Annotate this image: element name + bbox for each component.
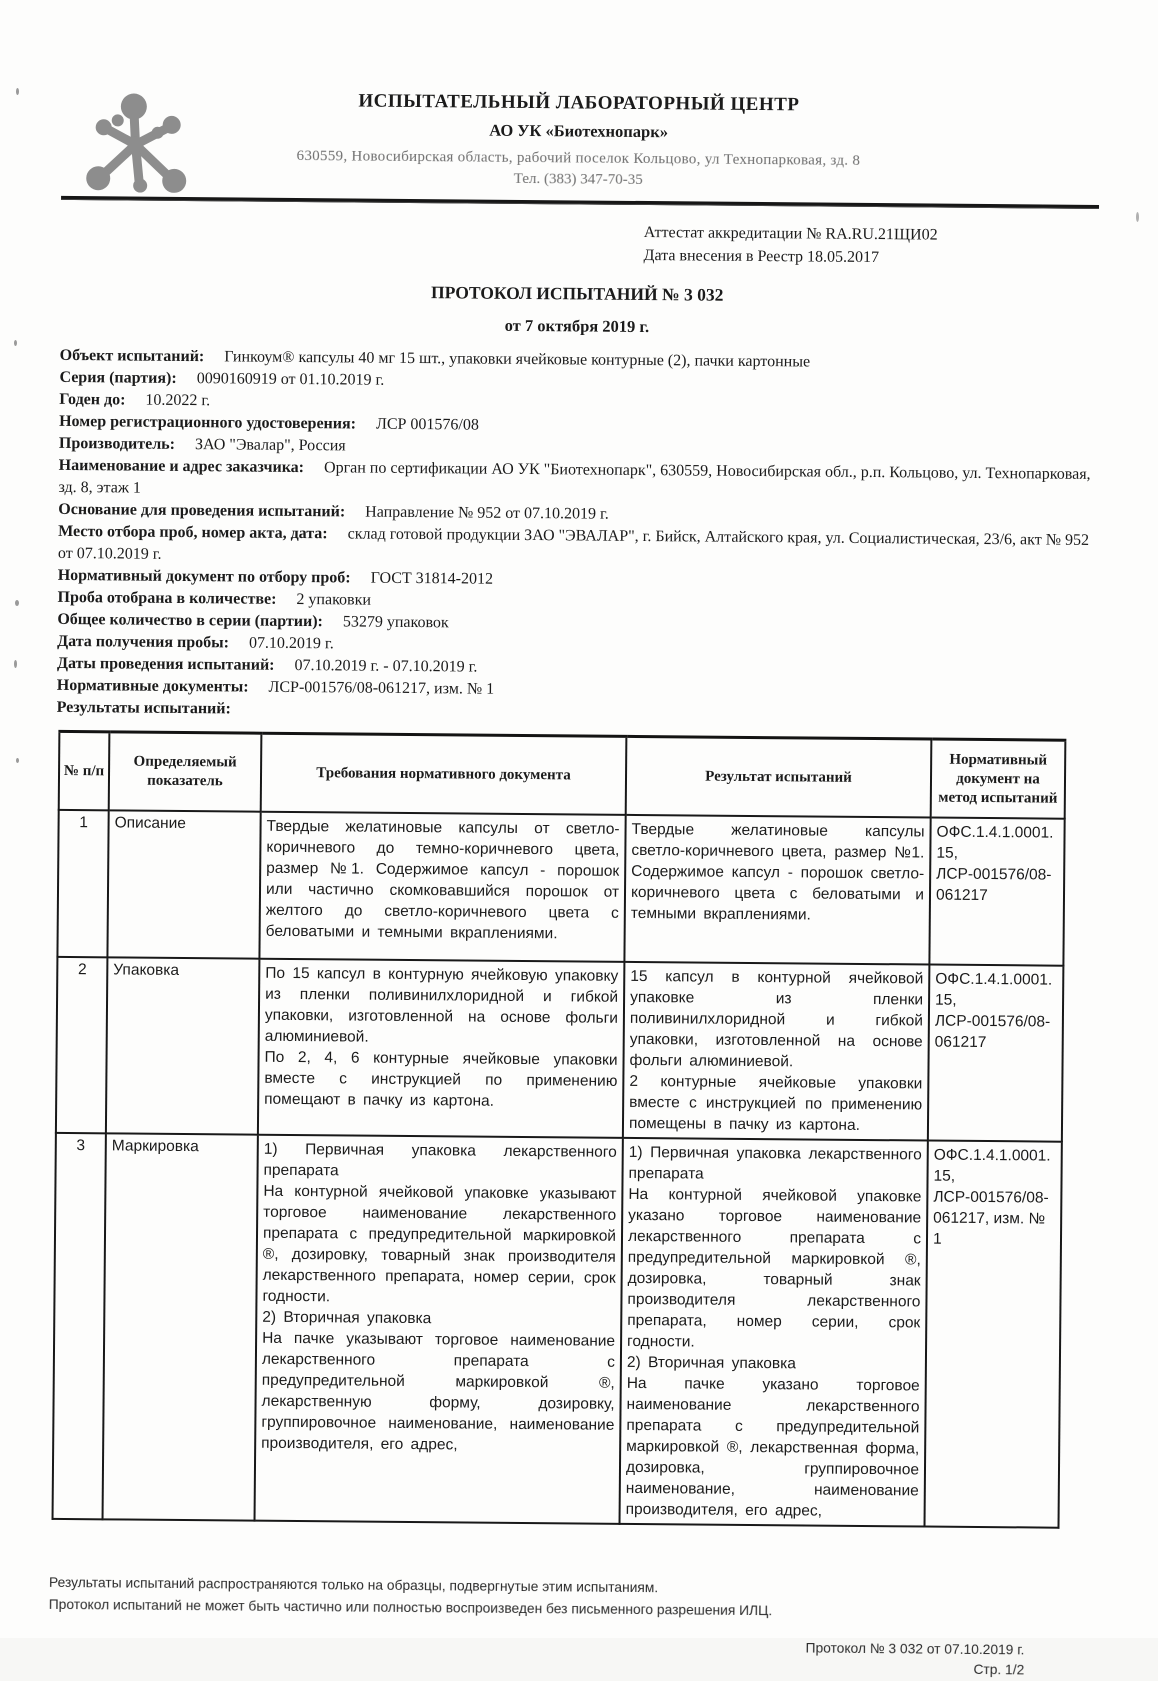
accreditation-block bbox=[643, 221, 1156, 271]
row-result: 15 капсул в контурной ячейковой упаковке из пленки поливинилхлоридной и гибкой упаковки, изготовленной на основе фольги алюминиевой. 2 контурные ячейковые упаковки вместе с инструкцией по применению помещены в пачку из картона. bbox=[623, 962, 930, 1141]
field-value: ЛСР 001576/08 bbox=[375, 415, 479, 434]
org-address: 630559, Новосибирская область, рабочий поселок Кольцово, ул Технопарковая, зд. 8 bbox=[296, 147, 861, 169]
field-value: 10.2022 г. bbox=[145, 391, 211, 410]
field-value: 07.10.2019 г. bbox=[248, 634, 334, 653]
results-heading: Результаты испытаний: bbox=[56, 698, 231, 718]
field-value: Направление № 952 от 07.10.2019 г. bbox=[365, 503, 609, 523]
field-label: Дата получения пробы: bbox=[57, 632, 230, 652]
footer-note-2: Протокол испытаний не может быть частично или полностью воспроизведен без письменного разрешения ИЛЦ. bbox=[48, 1596, 773, 1619]
col-header-indicator: Определяемый показатель bbox=[109, 732, 262, 812]
col-header-result: Результат испытаний bbox=[626, 736, 932, 817]
field-value: склад готовой продукции ЗАО "ЭВАЛАР", г. Бийск, Алтайского края, ул. Социалистическая, 23/6, акт № 952 от 07.10.2019 г. bbox=[57, 525, 1090, 563]
field-label: Годен до: bbox=[59, 390, 126, 409]
field-value: ЛСР-001576/08-061217, изм. № 1 bbox=[268, 678, 495, 698]
accreditation-number: Аттестат аккредитации № RA.RU.21ЩИ02 bbox=[643, 224, 938, 244]
row-result: 1) Первичная упаковка лекарственного препарата На контурной ячейковой упаковке указано торговое наименование лекарственного препарата с предупредительной маркировкой ®, дозировка, товарный знак производителя лекарственного препарата, номер серии, срок годности. 2) Вторичная упаковка На пачке указано торговое наименование лекарственного препарата с предупредительной маркировкой ®, лекарственная форма, дозировка, группировочное наименование, наименование производителя, его адрес, bbox=[620, 1138, 928, 1527]
footer-reference bbox=[0, 1631, 1025, 1680]
row-requirement: По 15 капсул в контурную ячейковую упаковку из пленки поливинилхлоридной и гибкой упаковки, изготовленной на основе фольги алюминиевой. По 2, 4, 6 контурные ячейковые упаковки вместе с инструкцией по применению помещают в пачку из картона. bbox=[258, 959, 625, 1138]
registry-date: Дата внесения в Реестр 18.05.2017 bbox=[643, 247, 880, 267]
field-label: Наименование и адрес заказчика: bbox=[58, 456, 305, 477]
col-header-number: № п/п bbox=[59, 731, 110, 810]
row-result: Твердые желатиновые капсулы светло-коричневого цвета, размер №1. Содержимое капсул - порошок светло-коричневого цвета с беловатыми и темными вкраплениями. bbox=[624, 815, 930, 965]
document-title: ПРОТОКОЛ ИСПЫТАНИЙ № 3 032 bbox=[431, 282, 724, 305]
row-indicator: Маркировка bbox=[103, 1133, 258, 1520]
footer-page-number: Стр. 1/2 bbox=[973, 1661, 1025, 1678]
org-phone: Тел. (383) 347-70-35 bbox=[513, 170, 643, 189]
field-value: Гинкоум® капсулы 40 мг 15 шт., упаковки ячейковые контурные (2), пачки картонные bbox=[224, 348, 811, 371]
field-label: Даты проведения испытаний: bbox=[56, 654, 275, 674]
field-label: Производитель: bbox=[58, 434, 176, 453]
field-label: Общее количество в серии (партии): bbox=[57, 610, 323, 631]
row-indicator: Упаковка bbox=[106, 957, 260, 1134]
footer-note-1: Результаты испытаний распространяются только на образцы, подвергнутые этим испытаниям. bbox=[48, 1574, 659, 1596]
field-label: Номер регистрационного удостоверения: bbox=[59, 412, 357, 433]
document-fields bbox=[57, 345, 1096, 728]
field-label: Серия (партия): bbox=[59, 368, 177, 387]
table-row bbox=[57, 810, 1064, 966]
row-method-doc: ОФС.1.4.1.0001. 15, ЛСР-001576/08- 061217 bbox=[929, 818, 1064, 966]
row-number: 1 bbox=[57, 810, 108, 957]
table-row bbox=[56, 957, 1063, 1142]
field-label: Объект испытаний: bbox=[59, 346, 205, 366]
field-label: Проба отобрана в количестве: bbox=[57, 588, 277, 608]
results-table bbox=[52, 730, 1067, 1529]
header-divider bbox=[61, 196, 1099, 209]
row-method-doc: ОФС.1.4.1.0001. 15, ЛСР-001576/08- 061217, изм. № 1 bbox=[924, 1141, 1061, 1528]
row-indicator: Описание bbox=[107, 810, 260, 958]
footer-notes bbox=[49, 1572, 1145, 1626]
field-value: 53279 упаковок bbox=[342, 613, 449, 632]
field-value: 07.10.2019 г. - 07.10.2019 г. bbox=[294, 656, 478, 676]
field-value: 2 упаковки bbox=[296, 590, 372, 609]
field-label: Нормативные документы: bbox=[56, 676, 249, 696]
col-header-method-doc: Нормативный документ на метод испытаний bbox=[931, 739, 1066, 819]
field-value: ГОСТ 31814-2012 bbox=[370, 569, 494, 588]
field-value: Орган по сертификации АО УК "Биотехнопарк", 630559, Новосибирская обл., р.п. Кольцово, ул. Технопарковая, зд. 8, этаж 1 bbox=[58, 459, 1091, 497]
col-header-requirement: Требования нормативного документа bbox=[261, 733, 627, 815]
org-name: ИСПЫТАТЕЛЬНЫЙ ЛАБОРАТОРНЫЙ ЦЕНТР bbox=[358, 90, 800, 116]
table-header-row bbox=[59, 731, 1066, 818]
row-requirement: 1) Первичная упаковка лекарственного препарата На контурной ячейковой упаковке указывают торговое наименование лекарственного препарата с предупредительной маркировкой ®, дозировку, товарный знак производителя лекарственного препарата, номер серии, срок годности. 2) Вторичная упаковка На пачке указывают торговое наименование лекарственного препарата с предупредительной маркировкой ®, лекарственную форму, дозировку, группировочное наименование, наименование производителя, его адрес, bbox=[255, 1135, 623, 1524]
table-row bbox=[53, 1133, 1062, 1528]
row-number: 3 bbox=[53, 1133, 106, 1519]
footer-protocol-ref: Протокол № 3 032 от 07.10.2019 г. bbox=[805, 1640, 1025, 1658]
field-label: Основание для проведения испытаний: bbox=[58, 500, 346, 521]
row-requirement: Твердые желатиновые капсулы от светло-коричневого до темно-коричневого цвета, размер №1. Содержимое капсул - порошок или частично скомковавшийся порошок от желтого до светло-коричневого цвета с беловатыми и темными вкраплениями. bbox=[259, 812, 625, 962]
document-date: от 7 октября 2019 г. bbox=[504, 315, 650, 337]
field-value: 0090160919 от 01.10.2019 г. bbox=[196, 370, 385, 389]
field-value: ЗАО "Эвалар", Россия bbox=[194, 436, 346, 455]
org-subname: АО УК «Биотехнопарк» bbox=[489, 120, 669, 142]
row-number: 2 bbox=[56, 957, 108, 1133]
field-label: Место отбора проб, номер акта, дата: bbox=[58, 522, 328, 543]
field-label: Нормативный документ по отбору проб: bbox=[57, 566, 351, 587]
row-method-doc: ОФС.1.4.1.0001. 15, ЛСР-001576/08- 061217 bbox=[928, 965, 1064, 1142]
